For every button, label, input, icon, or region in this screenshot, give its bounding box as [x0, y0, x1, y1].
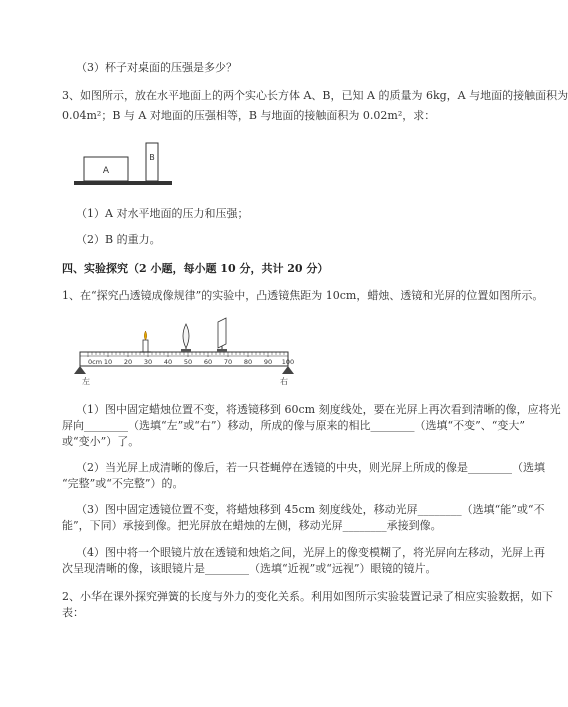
experiment-1-intro: 1、在“探究凸透镜成像规律”的实验中，凸透镜焦距为 10cm，蜡烛、透镜和光屏的位置如图所示。	[62, 289, 544, 302]
experiment-1-q1-line-2: 屏向________（选填“左”或“右”）移动，所成的像与原来的相比________（选填“不变”、“变大”	[62, 419, 525, 432]
ruler-tick-label: 80	[243, 358, 253, 366]
experiment-1-q4-line-1: （4）图中将一个眼镜片放在透镜和烛焰之间，光屏上的像变模糊了，将光屏向左移动，光屏上再	[76, 546, 545, 559]
ruler-tick-label: 10	[103, 358, 113, 366]
ruler-tick-label: 30	[143, 358, 153, 366]
experiment-1-q3-line-2: 能”，下同）承接到像。把光屏放在蜡烛的左侧，移动光屏________承接到像。	[62, 519, 442, 532]
experiment-1-q1-line-1: （1）图中固定蜡烛位置不变，将透镜移到 60cm 刻度线处，要在光屏上再次看到清晰的像，应将光	[76, 403, 561, 416]
section-4-heading: 四、实验探究（2 小题，每小题 10 分，共计 20 分）	[62, 262, 329, 275]
question-3-part-2: （2）B 的重力。	[76, 233, 161, 246]
question-3-part-1: （1）A 对水平地面的压力和压强；	[76, 207, 249, 220]
experiment-1-q2-line-2: “完整”或“不完整”）的。	[62, 477, 184, 490]
ground	[74, 181, 172, 185]
question-3-line-1: 3、如图所示，放在水平地面上的两个实心长方体 A、B，已知 A 的质量为 6kg，A 与地面的接触面积为	[62, 89, 568, 102]
ruler-tick-label: 70	[223, 358, 233, 366]
candle-icon	[140, 331, 151, 352]
right-leg	[282, 366, 294, 374]
ruler-tick-label: 0cm	[88, 358, 103, 366]
experiment-1-q4-line-2: 次呈现清晰的像，该眼镜片是________（选填“近视”或“远视”）眼镜的镜片。	[62, 562, 437, 575]
ruler-tick-label: 40	[163, 358, 173, 366]
optical-bench-figure	[68, 314, 300, 386]
experiment-1-q1-line-3: 或“变小”）了。	[62, 435, 140, 448]
block-b	[146, 143, 158, 181]
ruler-tick-label: 100	[281, 358, 295, 366]
experiment-2-line-1: 2、小华在课外探究弹簧的长度与外力的变化关系。利用如图所示实验装置记录了相应实验数据，如下	[62, 590, 553, 603]
question-2-part-3: （3）杯子对桌面的压强是多少？	[76, 61, 237, 74]
right-side-label: 右	[280, 377, 288, 386]
left-leg	[74, 366, 86, 374]
question-3-line-2: 0.04m²；B 与 A 对地面的压强相等，B 与地面的接触面积为 0.02m²，求：	[62, 109, 436, 122]
block-a-label: A	[102, 166, 110, 176]
ruler-tick-label: 90	[263, 358, 273, 366]
ruler-tick-label: 60	[203, 358, 213, 366]
experiment-1-q3-line-1: （3）图中固定透镜位置不变，将蜡烛移到 45cm 刻度线处，移动光屏________（选填“能”或“不	[76, 503, 545, 516]
ruler-tick-label: 50	[183, 358, 193, 366]
convex-lens-icon	[181, 324, 191, 352]
experiment-2-line-2: 表：	[62, 606, 84, 619]
ruler-tick-label: 20	[123, 358, 133, 366]
blocks-figure	[70, 138, 180, 190]
left-side-label: 左	[82, 377, 90, 386]
experiment-1-q2-line-1: （2）当光屏上成清晰的像后，若一只苍蝇停在透镜的中央，则光屏上所成的像是________（选填	[76, 461, 545, 474]
block-b-label: B	[149, 153, 155, 162]
light-screen-icon	[217, 318, 227, 352]
